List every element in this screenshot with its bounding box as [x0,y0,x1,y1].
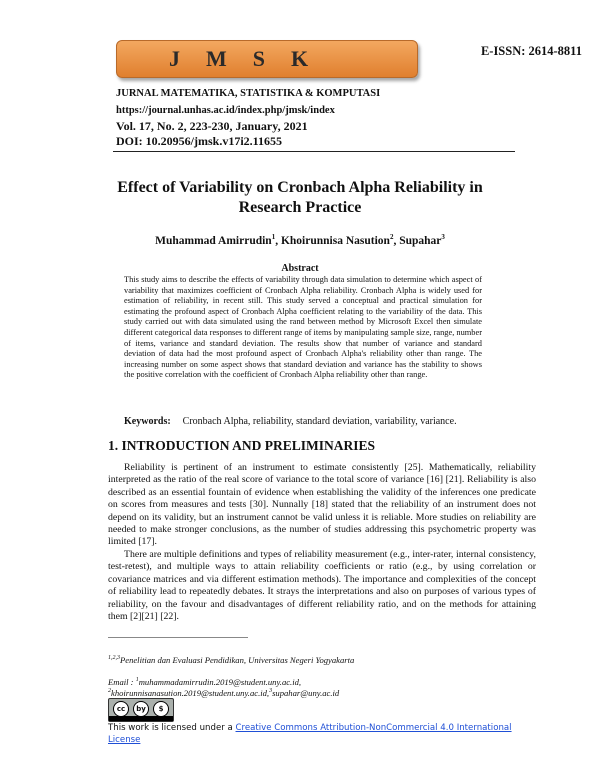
cc-icon: cc [113,701,129,717]
keywords [124,416,457,427]
email-footnote-cont [108,686,339,699]
abstract-text: This study aims to describe the effects of variability through data simulation to determine which aspect of variability that maximizes coefficient of Cronbach Alpha reliability. Cronbach Alpha is widely used for estimation of reliability, in recent still. This study served a conceptual and practical simulation for estimating the profound aspect of Cronbach Alpha coefficient relating to the variability of the data. This study carried out with data simulated using the rand between method by Microsoft Excel then simulate different categorical data responses to different range of items by manipulating sample size, range, number of items, variance and standard deviation. The results show that number of variance and standard deviation of data had the most profound aspect of Cronbach Alpha's reliability other than range. The increasing number on some aspect shows that standard deviation and variance has the stability to shows the positive correlation with the coefficient of Cronbach Alpha reliability other than range. [124,275,482,380]
author-name: Khoirunnisa Nasution [280,234,390,247]
volume-info: Vol. 17, No. 2, 223-230, January, 2021 [116,119,308,133]
email-1[interactable]: muhammadamirrudin.2019@student.uny.ac.id, [138,676,302,687]
license-notice [108,722,538,746]
journal-url[interactable]: https://journal.unhas.ac.id/index.php/jmsk/index [116,105,335,116]
author-sup: 3 [441,233,445,241]
logo-text: JMSK [169,46,335,71]
author-sup: 1 [271,233,276,241]
author-name: Muhammad Amirrudin [155,234,272,247]
keywords-text: Cronbach Alpha, reliability, standard deviation, variability, variance. [182,416,457,427]
footnote-sup: 2 [108,688,111,694]
email-2[interactable]: khoirunnisanasution.2019@student.uny.ac.id, [111,687,270,698]
abstract-heading: Abstract [281,263,319,274]
journal-name: JURNAL MATEMATIKA, STATISTIKA & KOMPUTASI [116,88,381,99]
cc-badge-bar [109,716,173,721]
affiliation-text: Penelitian dan Evaluasi Pendidikan, Universitas Negeri Yogyakarta [120,655,355,665]
cc-license-badge[interactable] [108,698,174,722]
journal-logo [116,40,418,78]
footnote-sup: 3 [269,688,273,694]
author-name: Supahar [399,234,442,247]
paper-title: Effect of Variability on Cronbach Alpha Reliability in Research Practice [117,179,483,216]
eissn: E-ISSN: 2614-8811 [480,44,582,58]
affiliation-footnote [108,655,354,665]
section-heading: 1. INTRODUCTION AND PRELIMINARIES [108,438,376,453]
keywords-label: Keywords: [124,416,171,427]
license-text: This work is licensed under a [108,723,236,733]
author-list: Muhammad Amirrudin$^1$, Khoirunnisa Nasution$^2$, Supahar$^3$ [155,233,445,247]
paragraph: Reliability is pertinent of an instrument to estimate consistently [25]. Mathematically, reliability interpreted as the ratio of the real score of variance to the total score of variance [16] [21]. Reliability is also described as an essential fountain of evidence when establishing the validity of the inferences one predicate on scores from measures and tests [30]. Nunnally [18] stated that the reliability of an instrument does not depend on its validity, but an instrument cannot be valid unless it is reliable. More studies on reliability are needed to make stronger conclusions, as the number of studies addressing this psychometric property was limited [17]. [108,462,536,548]
footnote-sup: 1 [135,677,139,683]
author-sup: 2 [389,233,394,241]
footnote-divider [108,637,248,638]
doi[interactable]: DOI: 10.20956/jmsk.v17i2.11655 [116,134,283,148]
email-3[interactable]: supahar@uny.ac.id [272,687,340,698]
by-icon: by [133,701,149,717]
paragraph: There are multiple definitions and types of reliability measurement (e.g., inter-rater, internal consistency, test-retest), and multiple ways to attain reliability coefficients or ratio (e.g., by using correlation or covariance matrices and via different estimation methods). The importance and complexities of the concept of reliability lead to repeatedly debates. It strays the interpretations and also on purposes of various types of reliability, on the favour and disadvantages of different reliability ratio, and on the methods for attaining them [2][21] [22]. [108,549,536,623]
footnote-sup: 1,2,3 [108,655,120,662]
header-divider [113,151,515,152]
email-label: Email : [108,676,136,687]
license-link[interactable]: Creative Commons Attribution-NonCommercial 4.0 International License [108,723,512,745]
nc-icon: $ [153,701,169,717]
